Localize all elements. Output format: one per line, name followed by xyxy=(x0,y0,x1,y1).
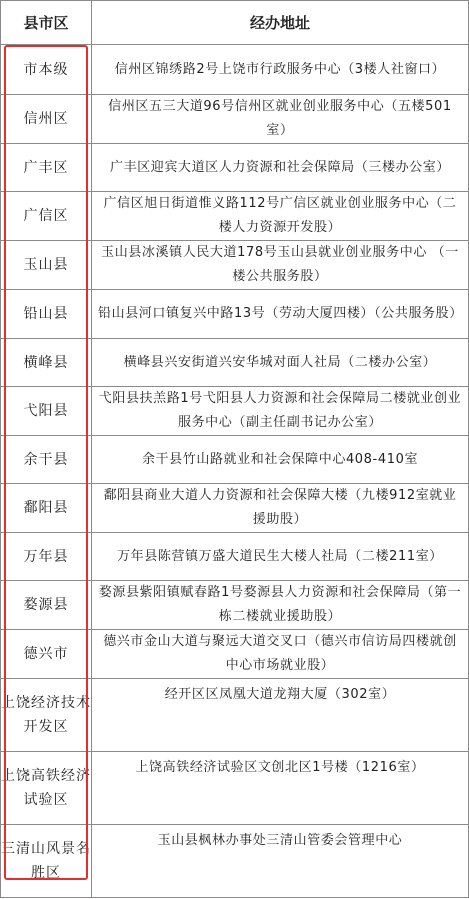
region-cell: 广信区 xyxy=(1,192,92,241)
address-cell: 信州区五三大道96号信州区就业创业服务中心（五楼501室） xyxy=(92,95,469,144)
address-cell: 玉山县冰溪镇人民大道178号玉山县就业创业服务中心 （一楼公共服务股） xyxy=(92,241,469,290)
address-cell: 余干县竹山路就业和社会保障中心408-410室 xyxy=(92,436,469,484)
table-header-row xyxy=(1,1,469,45)
region-cell: 市本级 xyxy=(1,45,92,95)
region-cell: 三清山风景名胜区 xyxy=(1,825,92,898)
table-row xyxy=(1,95,469,144)
table-row xyxy=(1,679,469,752)
address-cell: 广信区旭日街道惟义路112号广信区就业创业服务中心（二楼人力资源开发股） xyxy=(92,192,469,241)
region-cell: 余干县 xyxy=(1,436,92,484)
address-cell: 经开区区凤凰大道龙翔大厦（302室） xyxy=(92,679,469,752)
address-cell: 弋阳县扶羔路1号弋阳县人力资源和社会保障局二楼就业创业服务中心（副主任副书记办公室） xyxy=(92,387,469,436)
header-region: 县市区 xyxy=(1,1,92,45)
table-row xyxy=(1,484,469,533)
region-cell: 上饶高铁经济试验区 xyxy=(1,752,92,825)
region-cell: 上饶经济技术开发区 xyxy=(1,679,92,752)
table-row xyxy=(1,45,469,95)
region-cell: 广丰区 xyxy=(1,144,92,192)
region-cell: 万年县 xyxy=(1,533,92,581)
table-row xyxy=(1,290,469,339)
table-row xyxy=(1,533,469,581)
table-row xyxy=(1,436,469,484)
region-cell: 鄱阳县 xyxy=(1,484,92,533)
table-row xyxy=(1,581,469,630)
table-body xyxy=(1,45,469,898)
address-cell: 广丰区迎宾大道区人力资源和社会保障局（三楼办公室） xyxy=(92,144,469,192)
table-row xyxy=(1,630,469,679)
address-cell: 德兴市金山大道与聚远大道交叉口（德兴市信访局四楼就创中心市场就业股） xyxy=(92,630,469,679)
region-cell: 弋阳县 xyxy=(1,387,92,436)
region-cell: 德兴市 xyxy=(1,630,92,679)
table-row xyxy=(1,192,469,241)
region-cell: 玉山县 xyxy=(1,241,92,290)
address-cell: 鄱阳县商业大道人力资源和社会保障大楼（九楼912室就业援助股） xyxy=(92,484,469,533)
region-cell: 信州区 xyxy=(1,95,92,144)
address-cell: 铅山县河口镇复兴中路13号（劳动大厦四楼）（公共服务股） xyxy=(92,290,469,339)
header-address: 经办地址 xyxy=(92,1,469,45)
table-row xyxy=(1,752,469,825)
region-cell: 横峰县 xyxy=(1,339,92,387)
address-cell: 上饶高铁经济试验区文创北区1号楼（1216室） xyxy=(92,752,469,825)
address-cell: 婺源县紫阳镇赋春路1号婺源县人力资源和社会保障局（第一栋二楼就业援助股） xyxy=(92,581,469,630)
table-row xyxy=(1,339,469,387)
address-cell: 玉山县枫林办事处三清山管委会管理中心 xyxy=(92,825,469,898)
table-row xyxy=(1,144,469,192)
address-cell: 万年县陈营镇万盛大道民生大楼人社局（二楼211室） xyxy=(92,533,469,581)
table-row xyxy=(1,387,469,436)
region-cell: 婺源县 xyxy=(1,581,92,630)
region-cell: 铅山县 xyxy=(1,290,92,339)
table-row xyxy=(1,825,469,898)
address-cell: 信州区锦绣路2号上饶市行政服务中心（3楼人社窗口） xyxy=(92,45,469,95)
address-cell: 横峰县兴安街道兴安华城对面人社局（二楼办公室） xyxy=(92,339,469,387)
table-row xyxy=(1,241,469,290)
